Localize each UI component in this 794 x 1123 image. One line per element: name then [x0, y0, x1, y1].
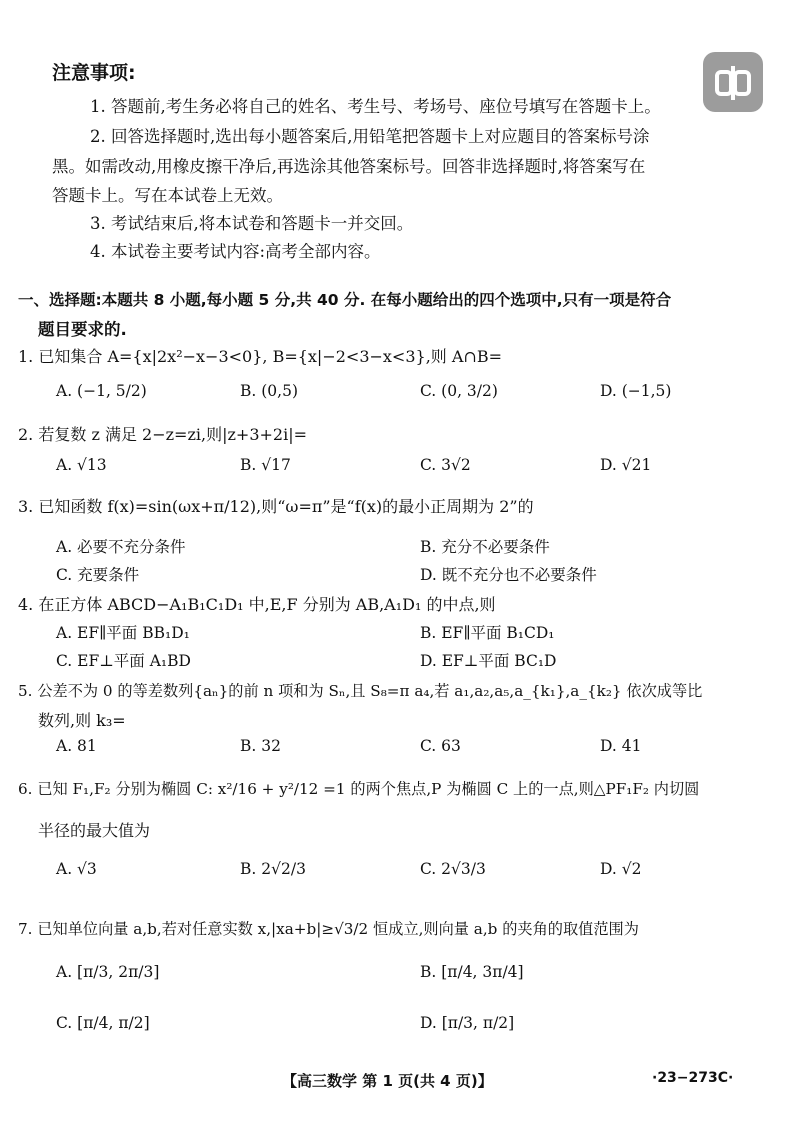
question-7-option-a: A. [π/3, 2π/3] [56, 963, 160, 981]
section-heading-cont: 题目要求的. [38, 320, 127, 339]
question-1-option-b: B. (0,5) [240, 382, 298, 400]
question-3-stem: 3. 已知函数 f(x)=sin(ωx+π/12),则“ω=π”是“f(x)的最小正周期为 2”的 [18, 497, 534, 516]
question-4-option-d: D. EF⊥平面 BC₁D [420, 652, 557, 670]
question-2-stem: 2. 若复数 z 满足 2−z=zi,则|z+3+2i|= [18, 425, 308, 444]
question-6-option-c: C. 2√3/3 [420, 860, 486, 878]
notice-line-3: 黑。如需改动,用橡皮擦干净后,再选涂其他答案标号。回答非选择题时,将答案写在 [52, 157, 646, 176]
question-2-option-d: D. √21 [600, 456, 652, 474]
notice-line-4: 答题卡上。写在本试卷上无效。 [52, 186, 283, 205]
question-2-option-a: A. √13 [56, 456, 107, 474]
question-3-option-a: A. 必要不充分条件 [56, 538, 186, 556]
question-6-option-d: D. √2 [600, 860, 642, 878]
section-heading: 一、选择题:本题共 8 小题,每小题 5 分,共 40 分. 在每小题给出的四个选项中,只有一项是符合 [18, 291, 672, 309]
question-4-option-b: B. EF∥平面 B₁CD₁ [420, 624, 555, 642]
question-5-option-d: D. 41 [600, 737, 642, 755]
question-2-option-b: B. √17 [240, 456, 291, 474]
question-4-stem: 4. 在正方体 ABCD−A₁B₁C₁D₁ 中,E,F 分别为 AB,A₁D₁ 的中点,则 [18, 595, 496, 614]
reader-icon [703, 52, 763, 112]
question-1-option-d: D. (−1,5) [600, 382, 672, 400]
question-4-option-c: C. EF⊥平面 A₁BD [56, 652, 191, 670]
page-footer: 【高三数学 第 1 页(共 4 页)】 [282, 1072, 493, 1090]
question-6-stem: 6. 已知 F₁,F₂ 分别为椭圆 C: x²/16 + y²/12 =1 的两个焦点,P 为椭圆 C 上的一点,则△PF₁F₂ 内切圆 [18, 780, 700, 798]
question-1-option-a: A. (−1, 5/2) [56, 382, 147, 400]
question-2-option-c: C. 3√2 [420, 456, 471, 474]
question-7-option-d: D. [π/3, π/2] [420, 1014, 515, 1032]
question-6-option-b: B. 2√2/3 [240, 860, 306, 878]
question-7-option-b: B. [π/4, 3π/4] [420, 963, 524, 981]
question-6-stem-cont: 半径的最大值为 [38, 821, 151, 840]
notice-line-1: 1. 答题前,考生务必将自己的姓名、考生号、考场号、座位号填写在答题卡上。 [90, 97, 661, 116]
question-5-stem-cont: 数列,则 k₃= [38, 711, 126, 730]
question-3-option-c: C. 充要条件 [56, 566, 140, 584]
question-6-option-a: A. √3 [56, 860, 97, 878]
notice-title: 注意事项: [52, 62, 136, 84]
question-1-option-c: C. (0, 3/2) [420, 382, 498, 400]
question-7-option-c: C. [π/4, π/2] [56, 1014, 150, 1032]
question-3-option-d: D. 既不充分也不必要条件 [420, 566, 597, 584]
question-3-option-b: B. 充分不必要条件 [420, 538, 550, 556]
reader-mode-button[interactable] [703, 52, 763, 112]
notice-line-2: 2. 回答选择题时,选出每小题答案后,用铅笔把答题卡上对应题目的答案标号涂 [90, 127, 650, 146]
question-5-option-a: A. 81 [56, 737, 97, 755]
question-1-stem: 1. 已知集合 A={x|2x²−x−3<0}, B={x|−2<3−x<3},则 A∩B= [18, 347, 502, 366]
question-5-option-b: B. 32 [240, 737, 281, 755]
question-5-option-c: C. 63 [420, 737, 461, 755]
question-7-stem: 7. 已知单位向量 a,b,若对任意实数 x,|xa+b|≥√3/2 恒成立,则向量 a,b 的夹角的取值范围为 [18, 920, 639, 938]
notice-line-6: 4. 本试卷主要考试内容:高考全部内容。 [90, 242, 381, 261]
question-5-stem: 5. 公差不为 0 的等差数列{aₙ}的前 n 项和为 Sₙ,且 S₈=π a₄,若 a₁,a₂,a₅,a_{k₁},a_{k₂} 依次成等比 [18, 682, 703, 700]
question-4-option-a: A. EF∥平面 BB₁D₁ [56, 624, 190, 642]
paper-code: ·23−273C· [652, 1070, 734, 1086]
notice-line-5: 3. 考试结束后,将本试卷和答题卡一并交回。 [90, 214, 414, 233]
